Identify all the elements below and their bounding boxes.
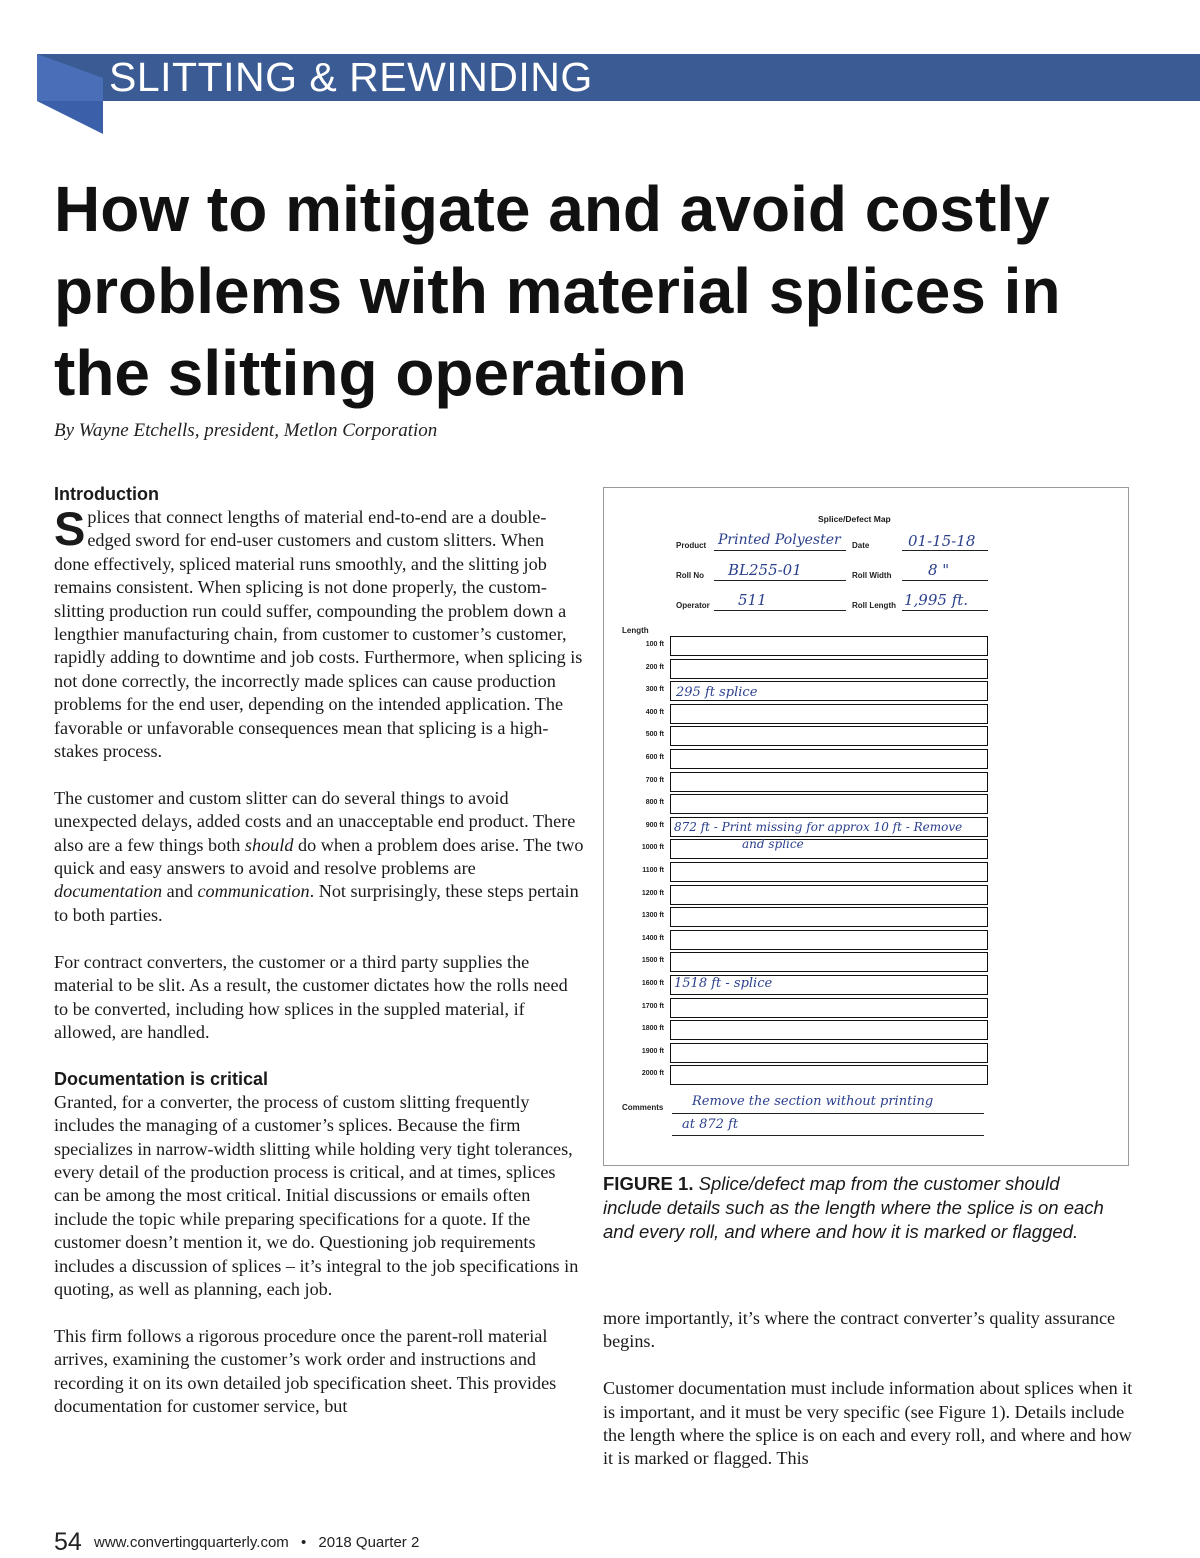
operator-label: Operator (676, 601, 710, 610)
length-label: 400 ft (645, 708, 664, 716)
length-label: 100 ft (645, 641, 664, 648)
length-row-box (670, 704, 988, 724)
length-label: 300 ft (645, 686, 664, 694)
footer-separator: • (300, 1534, 307, 1551)
right-paragraph-1: more importantly, it’s where the contract converter’s quality assurance begins. (603, 1308, 1116, 1352)
paragraph-2: The customer and custom slitter can do several things to avoid unexpected delays, added costs and an unacceptable end product. There also are a few things both should do when a problem does arise. The two quick and easy answers to avoid and resolve problems are documentation and communication. Not surprisingly, these steps pertain to both parties. (54, 787, 584, 925)
drop-cap: S (54, 502, 86, 555)
page-number: 54 (54, 1528, 82, 1556)
roll-length-line (902, 610, 988, 611)
length-label: 600 ft (645, 754, 664, 761)
length-label: 1600 ft (641, 980, 664, 987)
length-heading: Length (622, 626, 649, 635)
figure-splice-defect-map (603, 487, 1129, 1166)
paragraph-4: Granted, for a converter, the process of custom slitting frequently includes the managing of a customer’s splices. Because the firm specializes in narrow-width slitting while holding very tight tolerances, every detail of the production process is critical, and at times, splices can be among the most critical. Initial discussions or emails often include the topic while preparing specifications for a quote. If the customer doesn’t mention it, we do. Questioning job requirements includes a discussion of splices – it’s integral to the job specifications in quoting, as well as planning, each job. (54, 1091, 579, 1299)
comments-label: Comments (622, 1103, 664, 1112)
roll-length-value: 1,995 ft. (904, 591, 969, 609)
figure-caption: FIGURE 1. Splice/defect map from the customer should include details such as the length where the splice is on each and every roll, and where and how it is marked or flagged. (603, 1173, 1104, 1242)
length-row-box (670, 772, 988, 792)
splice-note-900-cont: and splice (742, 837, 804, 851)
intro-heading: Introduction (54, 484, 159, 504)
operator-value: 511 (738, 591, 767, 609)
length-label: 700 ft (645, 776, 664, 784)
paragraph-3: For contract converters, the customer or a third party supplies the material to be slit. As a result, the customer dictates how the rolls need to be converted, including how splices in the suppled material, if allowed, are handled. (54, 951, 568, 1042)
length-label: 800 ft (645, 799, 664, 807)
length-row-box (670, 794, 988, 814)
comment-1: Remove the section without printing (692, 1094, 934, 1109)
roll-no-label: Roll No (676, 571, 704, 580)
byline: By Wayne Etchells, president, Metlon Corporation (54, 420, 438, 441)
length-label: 1800 ft (641, 1025, 664, 1033)
product-value: Printed Polyester (718, 532, 841, 548)
splice-note-900: 872 ft - Print missing for approx 10 ft - Remove (674, 820, 963, 834)
right-paragraph-2: Customer documentation must include information about splices when it is important, and it must be very specific (see Figure 1). Details include the length where the splice is on each and every roll, and where and how it is marked or flagged. This (603, 1378, 1133, 1469)
length-label: 1200 ft (641, 889, 664, 897)
length-row-box (670, 839, 988, 859)
length-label: 1100 ft (642, 867, 664, 874)
intro-paragraph: Splices that connect lengths of material end-to-end are a double-edged sword for end-user customers and custom slitters. When done effectively, spliced material runs smoothly, and the slitting job remains consistent. When splicing is not done properly, the custom-slitting production run could suffer, compounding the problem down a lengthier manufacturing chain, from customer to customer’s customer, rapidly adding to downtime and job costs. Furthermore, when splicing is not done correctly, the incorrectly made splices can cause production problems for the end user, depending on the intended application. The favorable or unfavorable consequences mean that splicing is a high-stakes process. (54, 502, 583, 762)
length-label: 900 ft (645, 821, 664, 829)
right-column (603, 1307, 1133, 1494)
banner-tab-shape (37, 54, 103, 134)
splice-note-300: 295 ft splice (676, 685, 758, 700)
form-title: Splice/Defect Map (818, 514, 891, 524)
length-row-box (670, 862, 988, 882)
comments-line-2 (672, 1135, 984, 1136)
product-label: Product (676, 541, 707, 550)
length-row-box (670, 952, 988, 972)
splice-note-1600: 1518 ft - splice (674, 976, 773, 991)
left-column (54, 483, 584, 1442)
length-label: 2000 ft (641, 1070, 664, 1078)
length-row-box (670, 659, 988, 679)
roll-no-line (714, 580, 846, 581)
article-title: How to mitigate and avoid costly problems with material splices in the slitting operation (54, 173, 1061, 409)
length-row-box (670, 930, 988, 950)
length-row-box (670, 885, 988, 905)
length-row-box (670, 1043, 988, 1063)
footer-issue: 2018 Quarter 2 (318, 1534, 420, 1551)
length-label: 1400 ft (641, 934, 664, 942)
length-label: 1700 ft (641, 1002, 664, 1010)
operator-line (714, 610, 846, 611)
length-row-box (670, 726, 988, 746)
length-row-box (670, 907, 988, 927)
length-row-box (670, 749, 988, 769)
comment-2: at 872 ft (682, 1117, 739, 1132)
length-label: 1500 ft (641, 957, 664, 965)
length-label: 1000 ft (641, 844, 664, 852)
roll-width-line (902, 580, 988, 581)
length-label: 500 ft (645, 731, 664, 739)
date-line (902, 550, 988, 551)
length-row-box (670, 1065, 988, 1085)
footer-site: www.convertingquarterly.com (93, 1534, 289, 1551)
length-row-box (670, 998, 988, 1018)
comments-line-1 (672, 1113, 984, 1114)
roll-no-value: BL255-01 (728, 561, 802, 579)
roll-width-label: Roll Width (852, 571, 892, 580)
product-line (714, 550, 846, 551)
length-row-box (670, 1020, 988, 1040)
documentation-heading: Documentation is critical (54, 1068, 269, 1089)
roll-length-label: Roll Length (852, 601, 896, 610)
length-label: 200 ft (645, 663, 664, 671)
date-label: Date (852, 541, 870, 550)
date-value: 01-15-18 (908, 532, 976, 550)
length-label: 1300 ft (641, 912, 664, 920)
roll-width-value: 8 " (928, 561, 950, 579)
length-row-box (670, 636, 988, 656)
page-footer (54, 1528, 419, 1557)
length-label: 1900 ft (641, 1047, 664, 1055)
paragraph-5: This firm follows a rigorous procedure once the parent-roll material arrives, examining the customer’s work order and instructions and recording it on its own detailed job specification sheet. This provides documentation for customer service, but (54, 1325, 557, 1416)
section-title: SLITTING & REWINDING (109, 54, 593, 100)
